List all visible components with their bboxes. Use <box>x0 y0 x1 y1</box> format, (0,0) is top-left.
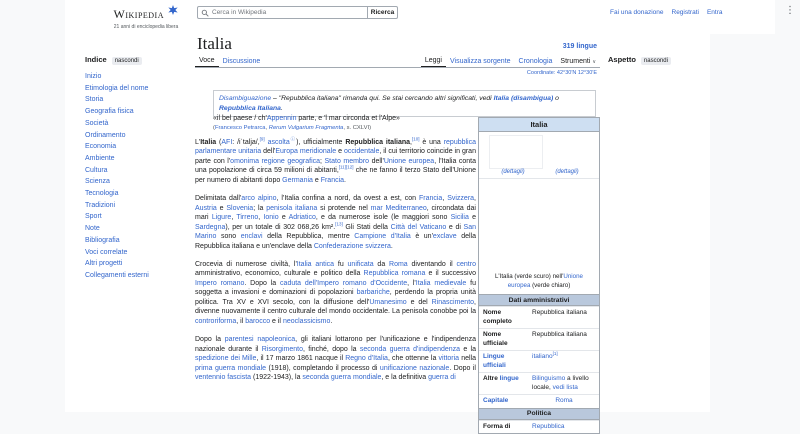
register-link[interactable]: Registrati <box>671 9 699 16</box>
link[interactable]: Sicilia <box>450 214 469 222</box>
row-value <box>529 395 599 408</box>
sidebar-item-societa[interactable]: Società <box>85 119 109 127</box>
coat-details-link[interactable]: (dettagli) <box>555 169 579 175</box>
coat-of-arms-placeholder <box>549 135 589 167</box>
row-label: Altre lingue <box>483 375 519 382</box>
link[interactable]: seconda guerra d'indipendenza <box>359 345 461 353</box>
link[interactable]: Slovenia <box>226 204 254 212</box>
link[interactable]: Repubblica Italiana <box>219 104 281 112</box>
link[interactable]: Stato membro <box>324 157 370 165</box>
infobox-images <box>479 132 599 179</box>
link[interactable]: Regno d'Italia <box>345 355 388 363</box>
link[interactable]: Francia <box>320 176 345 184</box>
puzzle-globe-icon <box>168 5 178 15</box>
coordinates-link[interactable]: Coordinate: 42°30′N 12°30′E <box>526 70 597 76</box>
sidebar-item-scienza[interactable]: Scienza <box>85 178 110 186</box>
reference-link[interactable]: [10] <box>412 136 420 142</box>
link[interactable]: Repubblica <box>532 422 565 430</box>
user-links <box>610 9 760 16</box>
link[interactable]: Impero romano <box>195 279 245 287</box>
section-dati-amministrativi: Dati amministrativi <box>479 294 599 306</box>
table-row <box>479 420 599 434</box>
reference-link[interactable]: [9] <box>259 136 265 142</box>
link[interactable]: prima guerra mondiale <box>195 364 267 372</box>
infobox-italia <box>478 117 600 434</box>
link[interactable]: vittoria <box>438 355 460 363</box>
epigraph-quote: «il bel paese / ch'Appennin parte, e 'l mar circonda et l'Alpe» <box>213 115 400 122</box>
link[interactable]: AFI <box>221 139 233 146</box>
link[interactable]: Svizzera <box>447 195 475 203</box>
sidebar-item-tecnologia[interactable]: Tecnologia <box>85 190 119 198</box>
reference-link[interactable]: [11][12] <box>338 165 354 171</box>
link[interactable]: controriforma <box>195 317 237 325</box>
paragraph-history-ancient: Crocevia di numerose civiltà, l'Italia antica fu unificata da Roma diventando il centro amministrativo, economico, culturale e politico della Repubblica romana e il successivo Impero romano. Dopo la caduta dell'Impero romano d'Occidente, l'Italia medievale fu soggetta a invasioni e dominazioni di popolazioni barbariche, perdendo la propria unità politica. Tra XV e XVI secolo, con la diffusione dell'Umanesimo e del Rinascimento, divenne nuovamente il centro culturale del mondo occidentale. La penisola conobbe poi la controriforma, il barocco e il neoclassicismo. <box>195 260 477 325</box>
search-button[interactable]: Ricerca <box>367 6 398 19</box>
table-row <box>479 372 599 394</box>
link[interactable]: neoclassicismo <box>282 317 331 325</box>
search-icon <box>201 9 209 17</box>
sidebar-item-voci-correlate[interactable]: Voci correlate <box>85 248 128 256</box>
link[interactable]: Italia medievale <box>415 279 467 287</box>
link[interactable]: Rerum Vulgarium Fragmenta <box>268 125 344 131</box>
sidebar-item-cultura[interactable]: Cultura <box>85 166 108 174</box>
reference-link[interactable]: [1] <box>552 350 558 356</box>
link[interactable]: Germania <box>282 176 313 184</box>
link[interactable]: omonima regione geografica <box>230 157 321 165</box>
article-body <box>195 138 476 391</box>
tab-visualizza-sorgente[interactable]: Visualizza sorgente <box>449 58 511 65</box>
link[interactable]: barocco <box>245 317 271 325</box>
row-value <box>529 351 599 372</box>
sidebar-item-tradizioni[interactable]: Tradizioni <box>85 201 116 209</box>
link[interactable]: occidentale <box>343 148 380 156</box>
table-row <box>479 350 599 372</box>
row-label: Nome completo <box>483 309 512 325</box>
link[interactable]: penisola italiana <box>266 204 318 212</box>
link[interactable]: repubblica parlamentare unitaria <box>195 139 477 156</box>
sidebar-item-note[interactable]: Note <box>85 225 100 233</box>
link[interactable]: Italia (disambigua) <box>493 95 554 102</box>
row-label <box>479 395 529 408</box>
sidebar-item-inizio[interactable]: Inizio <box>85 73 102 80</box>
section-politica: Politica <box>479 408 599 420</box>
chevron-down-icon: ∨ <box>592 59 596 65</box>
sidebar-item-ambiente[interactable]: Ambiente <box>85 154 115 162</box>
link[interactable]: exclave <box>432 233 457 241</box>
paragraph-geography: Delimitata dall'arco alpino, l'Italia confina a nord, da ovest a est, con Francia, Svizzera, Austria e Slovenia; la penisola italiana si protende nel mar Mediterraneo, circondata dai mari Ligure, Tirreno, Ionio e Adriatico, e da numerose isole (le maggiori sono Sicilia e Sardegna), per un totale di 302 068,26 km².[13] Gli Stati della Città del Vaticano e di San Marino sono enclavi della Repubblica, mentre Campione d'Italia è un'exclave della Repubblica italiana e un'enclave della Confederazione svizzera. <box>195 195 477 250</box>
paragraph-history-modern: Dopo la parentesi napoleonica, gli italiani lottarono per l'unificazione e l'indipendenza nazionale durante il Risorgimento, finché, dopo la seconda guerra d'indipendenza e la spedizione dei Mille, il 17 marzo 1861 nacque il Regno d'Italia, che ottenne la vittoria nella prima guerra mondiale (1918), completando il processo di unificazione nazionale. Dopo il ventennio fascista (1922-1943), la seconda guerra mondiale, e la definitiva guerra di <box>195 336 477 381</box>
link[interactable]: Unione europea <box>507 273 583 289</box>
link[interactable]: ascolta <box>267 139 290 146</box>
link[interactable]: Umanesimo <box>369 298 407 306</box>
reference-link[interactable]: ⓘ <box>289 136 297 142</box>
row-label: Nome ufficiale <box>483 331 508 347</box>
appearance-title: Aspetto <box>608 55 636 64</box>
sidebar-item-altri-progetti[interactable]: Altri progetti <box>85 260 123 268</box>
sidebar-item-etimologia[interactable]: Etimologia del nome <box>85 84 149 92</box>
link[interactable]: unificazione nazionale <box>379 364 450 372</box>
link[interactable]: Disambiguazione <box>219 95 272 102</box>
link[interactable]: Città del Vaticano <box>390 223 447 231</box>
link[interactable]: Capitale <box>483 397 509 404</box>
link[interactable]: Appennin <box>266 115 297 122</box>
row-value: Repubblica italiana <box>532 309 587 316</box>
link[interactable]: unificata <box>347 260 374 268</box>
link[interactable]: Italia antica <box>296 260 335 268</box>
sidebar-item-geografia[interactable]: Geografia fisica <box>85 108 134 116</box>
link[interactable]: barbariche <box>356 289 390 297</box>
link[interactable]: Bilinguismo <box>532 375 566 382</box>
link[interactable]: Unione europea <box>383 157 435 165</box>
sidebar-item-collegamenti[interactable]: Collegamenti esterni <box>85 271 149 279</box>
link[interactable]: guerra di <box>428 373 456 381</box>
search-input[interactable] <box>212 9 364 16</box>
row-value: Bilinguismo a livello locale, vedi lista <box>532 375 589 391</box>
link[interactable]: parentesi napoleonica <box>224 336 296 344</box>
link[interactable]: Confederazione svizzera <box>313 242 391 250</box>
link[interactable]: Tirreno <box>236 214 259 222</box>
toc-hide-button[interactable]: nascondi <box>112 57 142 65</box>
link[interactable]: Campione d'Italia <box>354 233 411 241</box>
sidebar-item-ordinamento[interactable]: Ordinamento <box>85 131 126 139</box>
link[interactable]: italiano <box>532 353 553 360</box>
article-tabs <box>195 55 600 68</box>
epigraph-attribution: (Francesco Petrarca, Rerum Vulgarium Fragmenta, s. CXLVI) <box>213 125 372 131</box>
row-value: Repubblica italiana <box>532 331 587 338</box>
row-value <box>529 421 599 434</box>
table-row <box>479 394 599 408</box>
tab-voce[interactable]: Voce <box>195 57 219 67</box>
link[interactable]: Lingue ufficiali <box>483 353 506 369</box>
donate-link[interactable]: Fai una donazione <box>610 9 664 16</box>
toc-header <box>85 55 142 64</box>
wikipedia-wordmark: Wikipedia <box>113 7 165 21</box>
reference-link[interactable]: [13] <box>335 221 343 227</box>
link[interactable]: mar Mediterraneo <box>370 204 427 212</box>
toc-title: Indice <box>85 55 107 64</box>
sidebar-item-sport[interactable]: Sport <box>85 213 102 221</box>
disambiguation-notice: Disambiguazione – "Repubblica italiana" rimanda qui. Se stai cercando altri significati, vedi Italia (disambigua) o Repubblica Italiana. <box>213 90 596 117</box>
row-label <box>479 351 529 372</box>
tab-cronologia[interactable]: Cronologia <box>518 58 553 65</box>
appearance-hide-button[interactable]: nascondi <box>641 57 671 65</box>
link[interactable]: Austria <box>195 204 217 212</box>
table-row <box>479 306 599 328</box>
link[interactable]: enclavi <box>240 233 263 241</box>
search-bar[interactable] <box>197 6 368 19</box>
link[interactable]: Ionio <box>263 214 279 222</box>
login-link[interactable]: Entra <box>706 9 723 16</box>
flag-placeholder <box>489 135 543 169</box>
flag-details-link[interactable]: (dettagli) <box>501 169 525 175</box>
link[interactable]: vedi lista <box>552 383 578 391</box>
appearance-panel <box>608 55 671 64</box>
link[interactable]: Ligure <box>211 214 232 222</box>
tab-leggi[interactable]: Leggi <box>421 57 446 67</box>
wikipedia-logo[interactable] <box>98 5 194 30</box>
link[interactable]: spedizione dei Mille <box>195 355 257 363</box>
more-options-icon[interactable]: ⋮ <box>785 5 795 16</box>
link[interactable]: ventennio fascista <box>195 373 252 381</box>
infobox-title: Italia <box>479 118 599 132</box>
link[interactable]: Sardegna <box>195 223 226 231</box>
paragraph-intro: L'Italia (AFI: /iˈtalja/,[9] ascoltaⓘ), ufficialmente Repubblica italiana,[10] è una repubblica parlamentare unitaria dell'Europa meridionale e occidentale, il cui territorio coincide in gran parte con l'omonima regione geografica; Stato membro dell'Unione europea, l'Italia conta una popolazione di circa 59 milioni di abitanti,[11][12] che ne fanno il terzo Stato dell'Unione per numero di abitanti dopo Germania e Francia. <box>195 136 477 184</box>
link[interactable]: centro <box>456 260 476 268</box>
sidebar-item-bibliografia[interactable]: Bibliografia <box>85 236 120 244</box>
table-row <box>479 328 599 350</box>
link[interactable]: seconda guerra mondiale <box>302 373 382 381</box>
link[interactable]: arco alpino <box>241 195 277 203</box>
link[interactable]: caduta dell'Impero romano d'Occidente <box>280 279 408 287</box>
page-title: Italia <box>197 34 232 53</box>
link[interactable]: Rinascimento <box>431 298 475 306</box>
link[interactable]: Risorgimento <box>261 345 303 353</box>
link[interactable]: Europa meridionale <box>275 148 337 156</box>
link[interactable]: Roma <box>389 260 408 268</box>
link[interactable]: lingue <box>499 375 519 382</box>
languages-link[interactable]: 319 lingue <box>562 43 597 50</box>
link[interactable]: Francesco Petrarca <box>214 125 266 131</box>
tab-discussione[interactable]: Discussione <box>222 58 261 65</box>
sidebar-item-economia[interactable]: Economia <box>85 143 117 151</box>
sidebar-item-storia[interactable]: Storia <box>85 96 104 104</box>
link[interactable]: Roma <box>555 397 573 404</box>
location-map-placeholder <box>479 179 599 271</box>
link[interactable]: Francia <box>418 195 443 203</box>
logo-tagline: 21 anni di enciclopedia libera <box>113 24 179 30</box>
row-label: Forma di <box>483 422 511 430</box>
link[interactable]: San Marino <box>195 223 476 241</box>
map-caption: L'Italia (verde scuro) nell'Unione europea (verde chiaro) <box>494 273 583 289</box>
link[interactable]: Repubblica romana <box>363 270 426 278</box>
toc-list <box>85 71 193 282</box>
tab-strumenti[interactable]: Strumenti ∨ <box>560 58 596 65</box>
link[interactable]: Adriatico <box>288 214 316 222</box>
